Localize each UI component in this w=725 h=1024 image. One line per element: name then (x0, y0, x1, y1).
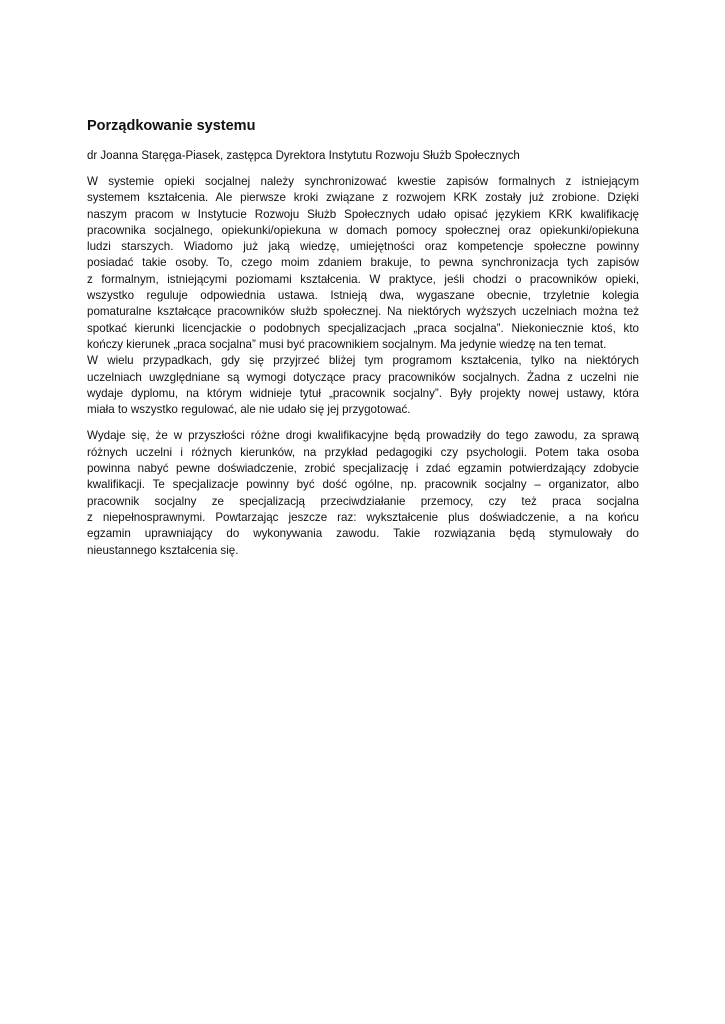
paragraph-line: pracownika socjalnego, opiekunki/opiekuna w domach pomocy społecznej oraz opiekunki/opiekuna (87, 223, 639, 237)
paragraph-line: ludzi starszych. Wiadomo już jaką wiedzę, umiejętności oraz kompetencje społeczne powinny (87, 240, 639, 254)
paragraph-line: posiadać takie osoby. To, czego moim zdaniem brakuje, to pewna synchronizacja tych zapisów (87, 256, 639, 270)
paragraph-line: pomaturalne kształcące pracowników służb społecznej. Na niektórych wyższych uczelniach można też (87, 305, 639, 319)
paragraph-line: kwalifikacji. Te specjalizacje powinny być dość ogólne, np. pracownik socjalny – organizator, albo (87, 478, 639, 492)
paragraph-line: z niepełnosprawnymi. Powtarzając jeszcze raz: wykształcenie plus doświadczenie, a na końcu (87, 510, 639, 524)
paragraph-1 (87, 174, 639, 418)
paragraph-line: wszystko reguluje odpowiednia ustawa. Istnieją dwa, wygaszane obecnie, trzyletnie kolegia (87, 289, 639, 303)
paragraph-line: spotkać kierunki licencjackie o podobnych specjalizacjach „praca socjalna”. Niekoniecznie ktoś, kto (87, 321, 639, 335)
paragraph-line: Wydaje się, że w przyszłości różne drogi kwalifikacyjne będą prowadziły do tego zawodu, za sprawą (87, 429, 639, 443)
paragraph-line: uczelniach uwzględniane są wymogi dotyczące pracy pracowników socjalnych. Żadna z uczelni nie (87, 370, 639, 384)
paragraph-line: powinna nabyć pewne doświadczenie, zrobić specjalizację i zdać egzamin potwierdzający zdobycie (87, 462, 639, 476)
paragraph-line: wydaje dyplomu, na którym widnieje tytuł „pracownik socjalny”. Były projekty nowej ustawy, która (87, 386, 639, 400)
paragraph-line: egzamin uprawniający do wykonywania zawodu. Takie rozwiązania będą stymulowały do (87, 527, 639, 541)
paragraph-line: różnych uczelni i różnych kierunków, na przykład pedagogiki czy psychologii. Potem taka osoba (87, 445, 639, 459)
paragraph-line: kończy kierunek „praca socjalna” musi być pracownikiem socjalnym. Ma jedynie wiedzę na ten temat. (87, 337, 607, 351)
paragraph-line: nieustannego kształcenia się. (87, 543, 239, 557)
paragraph-line: systemem kształcenia. Ale pierwsze kroki związane z rozwojem KRK zostały już zrobione. Dzięki (87, 191, 639, 205)
paragraph-line: W wielu przypadkach, gdy się przyjrzeć bliżej tym programom kształcenia, tylko na niektórych (87, 354, 639, 368)
document-title: Porządkowanie systemu (87, 118, 256, 134)
paragraph-line: z formalnym, istniejącymi poziomami kształcenia. W praktyce, jeśli chodzi o pracowników opieki, (87, 272, 639, 286)
author-line: dr Joanna Staręga-Piasek, zastępca Dyrektora Instytutu Rozwoju Służb Społecznych (87, 150, 520, 162)
paragraph-line: miała to wszystko regulować, ale nie udało się jej przygotować. (87, 403, 411, 417)
paragraph-line: pracownik socjalny ze specjalizacją przeciwdziałanie przemocy, czy też praca socjalna (87, 494, 639, 508)
document-page (87, 118, 639, 569)
paragraph-line: W systemie opieki socjalnej należy synchronizować kwestie zapisów formalnych z istniejącym (87, 175, 639, 188)
paragraph-line: naszym pracom w Instytucie Rozwoju Służb Społecznych udało opisać językiem KRK kwalifikację (87, 207, 639, 221)
paragraph-2 (87, 428, 639, 558)
